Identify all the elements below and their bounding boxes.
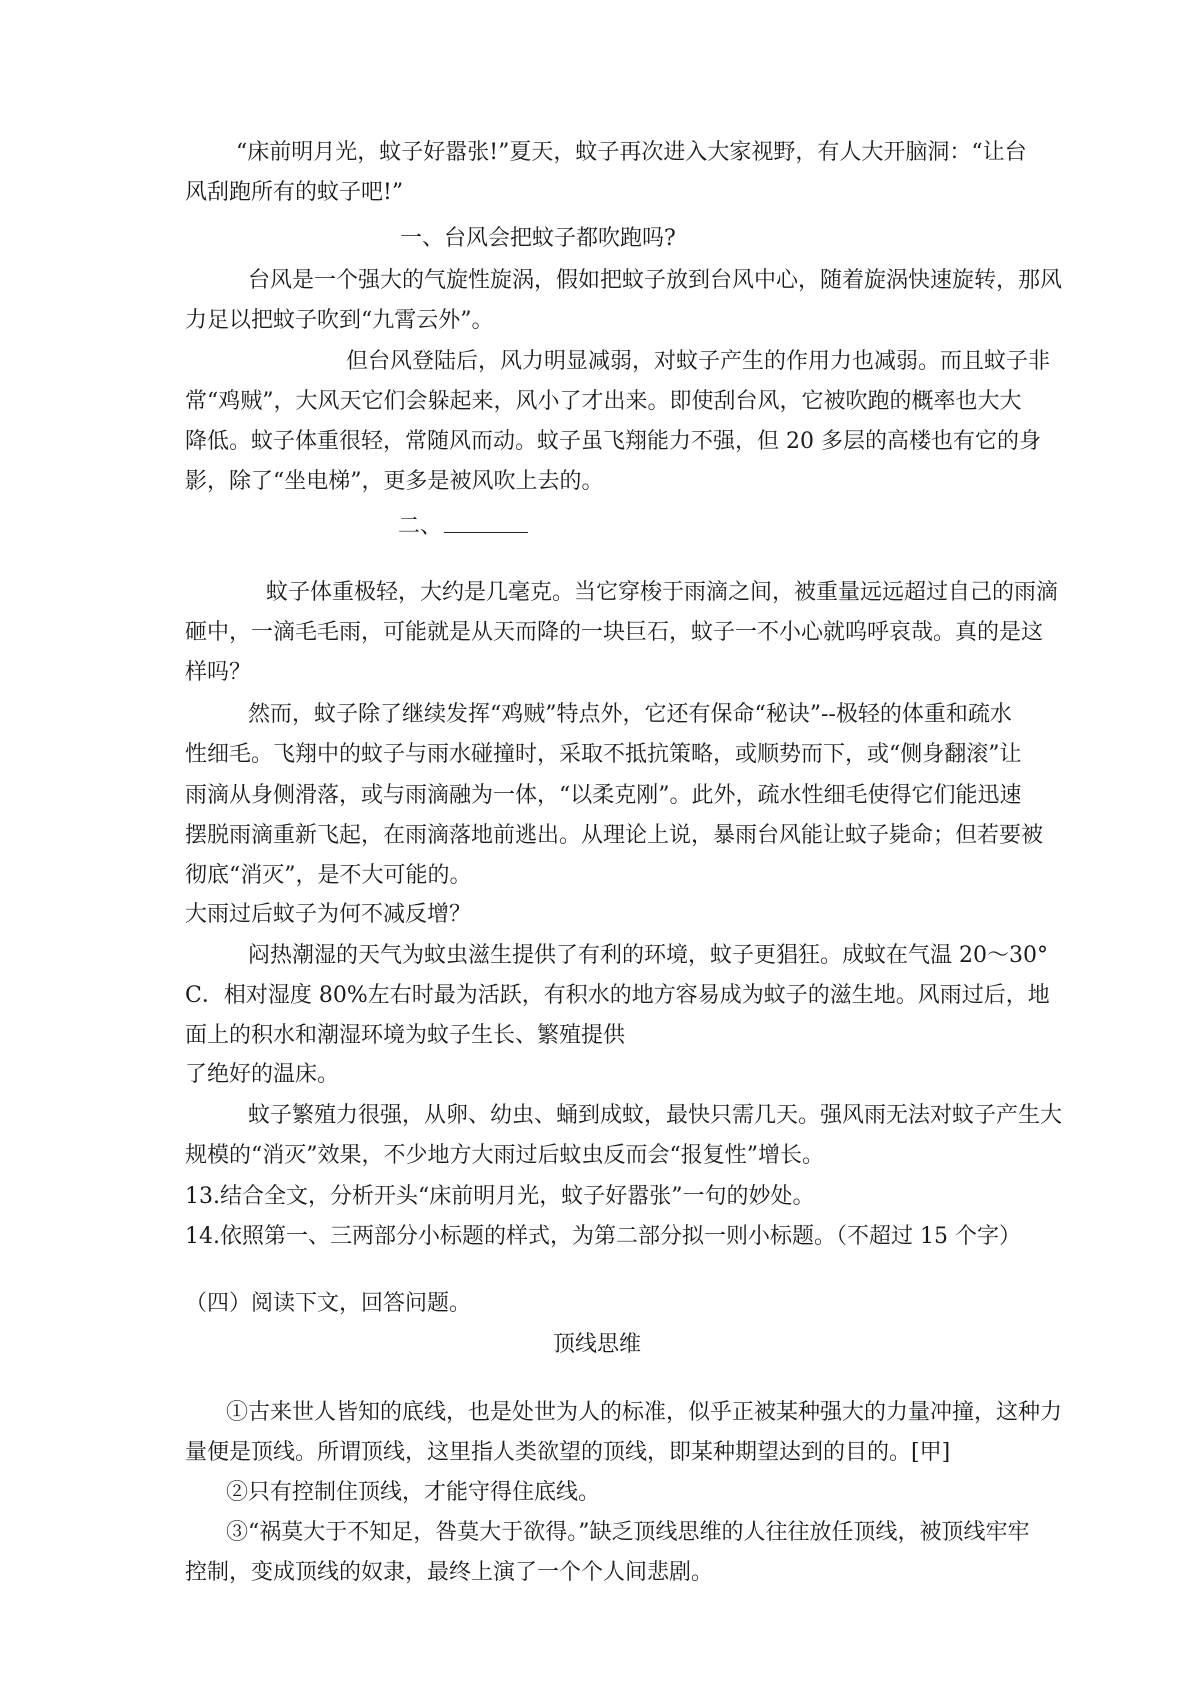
paragraph-line: 雨滴从身侧滑落，或与雨滴融为一体，“以柔克刚”。此外，疏水性细毛使得它们能迅速: [185, 783, 1022, 808]
paragraph-line: 影，除了“坐电梯”，更多是被风吹上去的。: [185, 469, 604, 494]
subheading-1: 一、台风会把蚊子都吹跑吗?: [400, 226, 676, 251]
subheading-2: [398, 512, 528, 542]
paragraph-line: 但台风登陆后，风力明显减弱，对蚊子产生的作用力也减弱。而且蚊子非: [346, 349, 1051, 374]
subheading-3: 大雨过后蚊子为何不减反增？: [185, 902, 472, 927]
paragraph-line: 力足以把蚊子吹到“九霄云外”。: [185, 308, 494, 333]
article-title: 顶线思维: [553, 1332, 642, 1357]
paragraph-line: 彻底“消灭”，是不大可能的。: [185, 863, 472, 888]
paragraph-line: 蚊子繁殖力很强，从卵、幼虫、蛹到成蚊，最快只需几天。强风雨无法对蚊子产生大: [248, 1103, 1063, 1128]
question-14: 14.依照第一、三两部分小标题的样式，为第二部分拟一则小标题。（不超过 15 个字）: [185, 1224, 1021, 1249]
paragraph-line: 常“鸡贼”，大风天它们会躲起来，风小了才出来。即使刮台风，它被吹跑的概率也大大: [185, 389, 1022, 414]
paragraph-line: 蚊子体重极轻，大约是几毫克。当它穿梭于雨滴之间，被重量远远超过自己的雨滴: [266, 580, 1059, 605]
paragraph-line: 规模的“消灭”效果，不少地方大雨过后蚊虫反而会“报复性”增长。: [185, 1143, 824, 1168]
intro-line: “床前明月光，蚊子好嚣张!”夏天，蚊子再次进入大家视野，有人大开脑洞：“让台: [236, 140, 1027, 165]
paragraph-line: 了绝好的温床。: [185, 1062, 340, 1087]
paragraph-line: 台风是一个强大的气旋性旋涡，假如把蚊子放到台风中心，随着旋涡快速旋转，那风: [248, 268, 1063, 293]
paragraph-line: 性细毛。飞翔中的蚊子与雨水碰撞时，采取不抵抗策略，或顺势而下，或“侧身翻滚”让: [185, 742, 1022, 767]
paragraph-line: 控制，变成顶线的奴隶，最终上演了一个个人间悲剧。: [185, 1560, 714, 1585]
paragraph-line: 闷热潮湿的天气为蚊虫滋生提供了有利的环境，蚊子更猖狂。成蚊在气温 20～30°: [248, 943, 1048, 968]
paragraph-line: ①古来世人皆知的底线，也是处世为人的标准，似乎正被某种强大的力量冲撞，这种力: [226, 1400, 1063, 1425]
subheading-2-label: 二、: [398, 514, 443, 539]
paragraph-line: 面上的积水和潮湿环境为蚊子生长、繁殖提供: [185, 1023, 626, 1048]
intro-line: 风刮跑所有的蚊子吧!”: [185, 180, 404, 205]
paragraph-line: 然而，蚊子除了继续发挥“鸡贼”特点外，它还有保命“秘诀”--极轻的体重和疏水: [248, 702, 1012, 727]
paragraph-line: C．相对湿度 80%左右时最为活跃，有积水的地方容易成为蚊子的滋生地。风雨过后，地: [185, 983, 1050, 1008]
section-instruction: （四）阅读下文，回答问题。: [185, 1291, 472, 1316]
answer-blank: [444, 512, 528, 533]
paragraph-line: 样吗？: [185, 660, 252, 685]
paragraph-line: ③“祸莫大于不知足，咎莫大于欲得。”缺乏顶线思维的人往往放任顶线，被顶线牢牢: [226, 1520, 1030, 1545]
paragraph-line: 量便是顶线。所谓顶线，这里指人类欲望的顶线，即某种期望达到的目的。[甲]: [185, 1440, 951, 1465]
paragraph-line: 砸中，一滴毛毛雨，可能就是从天而降的一块巨石，蚊子一不小心就呜呼哀哉。真的是这: [185, 620, 1044, 645]
paragraph-line: 摆脱雨滴重新飞起，在雨滴落地前逃出。从理论上说，暴雨台风能让蚊子毙命；但若要被: [185, 823, 1044, 848]
paragraph-line: ②只有控制住顶线，才能守得住底线。: [226, 1480, 601, 1505]
question-13: 13.结合全文，分析开头“床前明月光，蚊子好嚣张”一句的妙处。: [185, 1184, 815, 1209]
paragraph-line: 降低。蚊子体重很轻，常随风而动。蚊子虽飞翔能力不强，但 20 多层的高楼也有它的身: [185, 429, 1041, 454]
